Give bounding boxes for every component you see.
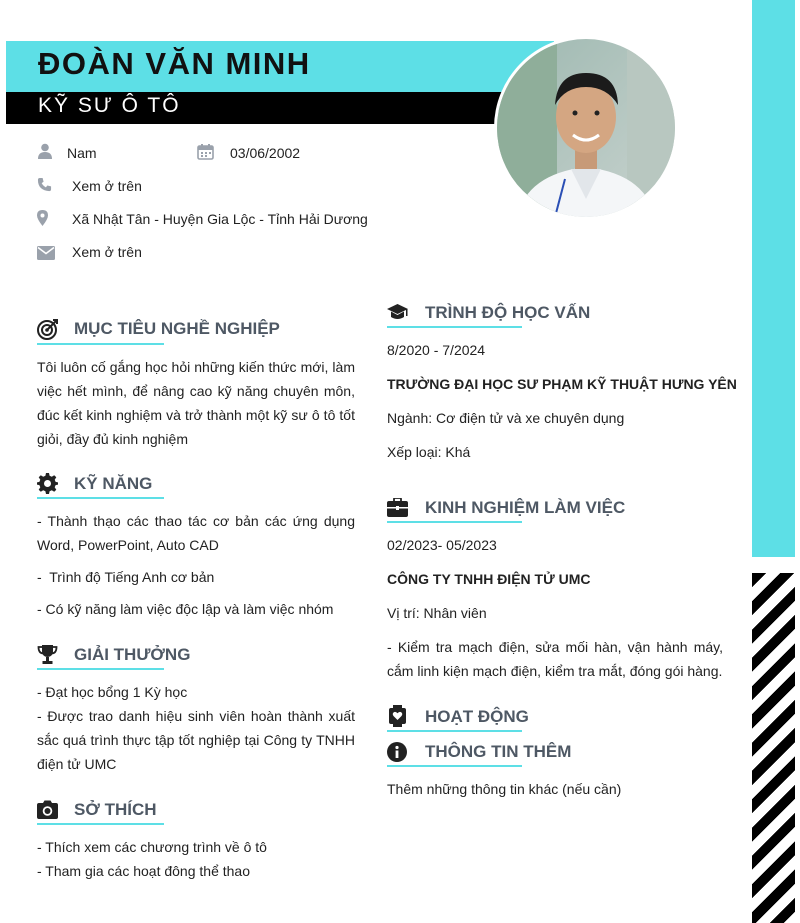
trophy-icon bbox=[37, 644, 58, 670]
calendar-icon bbox=[197, 143, 214, 165]
section-underline bbox=[37, 823, 164, 825]
info-icon bbox=[387, 742, 407, 767]
school-name: TRƯỜNG ĐẠI HỌC SƯ PHẠM KỸ THUẬT HƯNG YÊN bbox=[387, 376, 737, 392]
side-striped-bar bbox=[752, 573, 795, 923]
education-title: TRÌNH ĐỘ HỌC VẤN bbox=[425, 303, 591, 322]
email-icon bbox=[37, 246, 55, 265]
award-item: - Đạt học bổng 1 Kỳ học bbox=[37, 684, 188, 700]
section-underline bbox=[37, 343, 164, 345]
education-grade: Xếp loại: Khá bbox=[387, 444, 471, 460]
skill-item: - Có kỹ năng làm việc độc lập và làm việc nhóm bbox=[37, 601, 334, 617]
section-underline bbox=[37, 497, 164, 499]
skills-title: KỸ NĂNG bbox=[74, 474, 153, 493]
objective-title: MỤC TIÊU NGHỀ NGHIỆP bbox=[74, 319, 280, 338]
experience-period: 02/2023- 05/2023 bbox=[387, 537, 497, 553]
award-item: - Được trao danh hiệu sinh viên hoàn thành xuất sắc quá trình thực tập tốt nghiệp tại Công ty TNHH điện tử UMC bbox=[37, 708, 355, 772]
activities-title: HOẠT ĐỘNG bbox=[425, 707, 529, 726]
company-name: CÔNG TY TNHH ĐIỆN TỬ UMC bbox=[387, 571, 591, 587]
camera-icon bbox=[37, 800, 58, 824]
skill-item: - Trình độ Tiếng Anh cơ bản bbox=[37, 569, 215, 585]
education-period: 8/2020 - 7/2024 bbox=[387, 342, 486, 358]
awards-title: GIẢI THƯỞNG bbox=[74, 645, 191, 664]
section-underline bbox=[387, 326, 522, 328]
section-underline bbox=[387, 730, 522, 732]
education-major: Ngành: Cơ điện tử và xe chuyên dụng bbox=[387, 410, 625, 426]
skill-item: - Thành thạo các thao tác cơ bản các ứng dụng Word, PowerPoint, Auto CAD bbox=[37, 513, 355, 553]
hobbies-title: SỞ THÍCH bbox=[74, 800, 157, 819]
target-icon bbox=[37, 318, 59, 345]
gender-icon bbox=[37, 143, 53, 164]
hobby-item: - Thích xem các chương trình về ô tô bbox=[37, 839, 267, 855]
side-accent-bar bbox=[752, 0, 795, 557]
briefcase-icon bbox=[387, 498, 408, 522]
graduation-cap-icon bbox=[387, 304, 408, 328]
hobby-item: - Tham gia các hoạt đông thể thao bbox=[37, 863, 250, 879]
badge-icon bbox=[389, 705, 406, 732]
experience-title: KINH NGHIỆM LÀM VIỆC bbox=[425, 498, 626, 517]
additional-title: THÔNG TIN THÊM bbox=[425, 742, 572, 761]
address-value: Xã Nhật Tân - Huyện Gia Lộc - Tỉnh Hải Dương bbox=[72, 211, 368, 227]
job-title: KỸ SƯ Ô TÔ bbox=[38, 94, 181, 117]
profile-photo[interactable] bbox=[494, 36, 678, 220]
additional-text: Thêm những thông tin khác (nếu cần) bbox=[387, 781, 622, 797]
phone-value: Xem ở trên bbox=[72, 178, 142, 194]
phone-icon bbox=[37, 177, 52, 197]
section-underline bbox=[387, 765, 522, 767]
objective-text: Tôi luôn cố gắng học hỏi những kiến thức mới, làm việc hết mình, để nâng cao kỹ năng chuyên môn, đúc kết kinh nghiệm và trở thành một kỹ sư ô tô tốt giỏi, đầy đủ kinh nghiệm bbox=[37, 359, 355, 447]
experience-position: Vị trí: Nhân viên bbox=[387, 605, 487, 621]
gear-icon bbox=[37, 473, 58, 499]
location-icon bbox=[37, 210, 48, 231]
section-underline bbox=[37, 668, 164, 670]
email-value: Xem ở trên bbox=[72, 244, 142, 260]
section-underline bbox=[387, 521, 522, 523]
birthdate-value: 03/06/2002 bbox=[230, 145, 301, 161]
experience-description: - Kiểm tra mạch điện, sửa mối hàn, vận hành máy, cắm linh kiện mạch điện, kiểm tra mắt, đóng gói hàng. bbox=[387, 639, 723, 679]
gender-value: Nam bbox=[67, 145, 97, 161]
candidate-name: ĐOÀN VĂN MINH bbox=[38, 46, 311, 81]
